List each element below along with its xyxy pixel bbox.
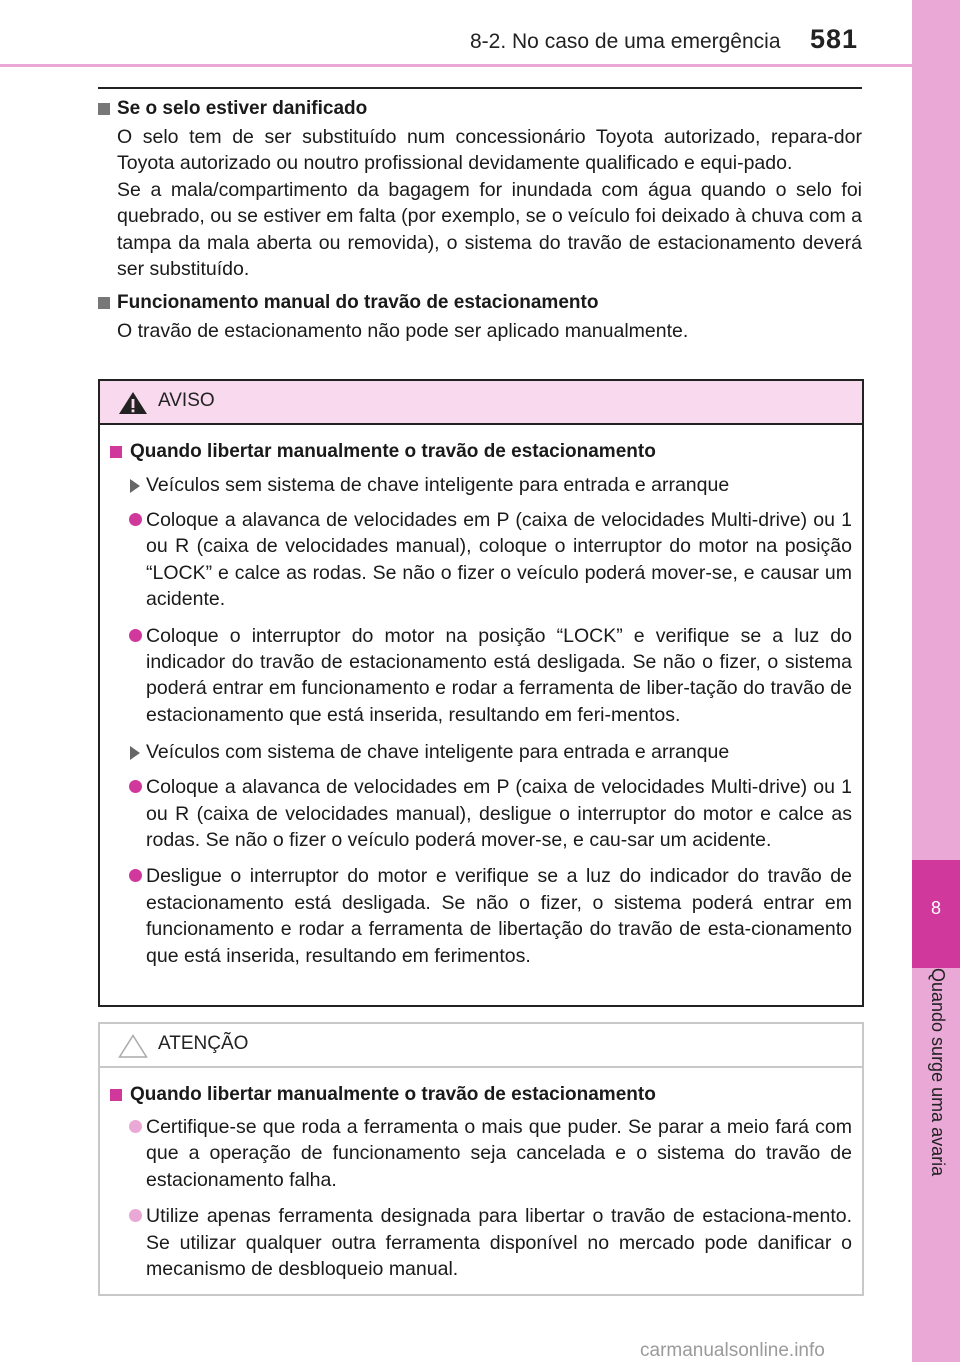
warning-box-body bbox=[100, 425, 862, 969]
dot-bullet-icon bbox=[129, 869, 142, 882]
list-item: Certifique-se que roda a ferramenta o mais que puder. Se parar a meio fará com que a operação de funcionamento seja cancelada e o sistema do travão de estacionamento falha. bbox=[110, 1114, 852, 1193]
chapter-side-label: Quando surge uma avaria bbox=[928, 968, 948, 1177]
square-bullet-icon bbox=[110, 446, 122, 458]
caution-box-body bbox=[100, 1068, 862, 1282]
caution-label: ATENÇÃO bbox=[158, 1033, 249, 1054]
section-heading-manual-operation: Funcionamento manual do travão de estacionamento bbox=[98, 288, 862, 318]
triangle-bullet-icon bbox=[130, 746, 140, 760]
list-item: Coloque a alavanca de velocidades em P (caixa de velocidades Multi-drive) ou 1 ou R (caixa de velocidades manual), coloque o interruptor do motor na posição “LOCK” e calce as rodas. Se não o fizer o veículo poderá mover-se, e causar um acidente. bbox=[110, 507, 852, 613]
section-heading-seal-damaged: Se o selo estiver danificado bbox=[98, 94, 862, 124]
caution-triangle-icon bbox=[118, 1034, 148, 1058]
paragraph: O selo tem de ser substituído num concessionário Toyota autorizado, repara-dor Toyota autorizado ou noutro profissional devidamente qualificado e equi-pado. bbox=[117, 126, 862, 175]
caution-heading: Quando libertar manualmente o travão de estacionamento bbox=[110, 1080, 852, 1110]
square-bullet-icon bbox=[110, 1089, 122, 1101]
warning-heading: Quando libertar manualmente o travão de estacionamento bbox=[110, 437, 852, 467]
chapter-number-badge: 8 bbox=[912, 860, 960, 968]
caution-box bbox=[98, 1022, 864, 1296]
dot-bullet-icon bbox=[129, 629, 142, 642]
paragraph: Se a mala/compartimento da bagagem for inundada com água quando o selo foi quebrado, ou se estiver em falta (por exemplo, se o veículo foi deixado à chuva com a tampa da mala aberta ou removida), o sistema do travão de estacionamento deverá ser substituído. bbox=[117, 178, 862, 281]
header-divider bbox=[0, 64, 912, 67]
triangle-bullet-icon bbox=[130, 479, 140, 493]
dot-bullet-icon bbox=[129, 1209, 142, 1222]
list-item: Desligue o interruptor do motor e verifique se a luz do indicador do travão de estacionamento está desligada. Se não o fizer, o sistema poderá entrar em funcionamento e rodar a ferramenta de libertação do travão de esta-cionamento que está inserida, resultando em ferimentos. bbox=[110, 863, 852, 969]
dot-bullet-icon bbox=[129, 513, 142, 526]
list-item: Coloque a alavanca de velocidades em P (caixa de velocidades Multi-drive) ou 1 ou R (caixa de velocidades manual), desligue o interruptor do motor e calce as rodas. Se não o fizer o veículo poderá mover-se, e cau-sar um acidente. bbox=[110, 774, 852, 853]
warning-triangle-icon bbox=[118, 391, 148, 415]
caution-box-header bbox=[100, 1024, 862, 1068]
list-item: Coloque o interruptor do motor na posição “LOCK” e verifique se a luz do indicador do travão de estacionamento está desligada. Se não o fizer, o sistema poderá entrar em funcionamento e rodar a ferramenta de liber-tação do travão de estacionamento que está inserida, resultando em feri-mentos. bbox=[110, 623, 852, 729]
warning-box bbox=[98, 379, 864, 1007]
warning-label: AVISO bbox=[158, 390, 215, 411]
list-item: Utilize apenas ferramenta designada para libertar o travão de estaciona-mento. Se utilizar qualquer outra ferramenta disponível no mercado pode danificar o mecanismo de desbloqueio manual. bbox=[110, 1203, 852, 1282]
content-top-rule bbox=[98, 87, 862, 89]
intro-content bbox=[98, 94, 862, 345]
condition-line: Veículos com sistema de chave inteligente para entrada e arranque bbox=[110, 738, 852, 766]
dot-bullet-icon bbox=[129, 1120, 142, 1133]
square-bullet-icon bbox=[98, 103, 110, 115]
watermark: carmanualsonline.info bbox=[640, 1340, 825, 1361]
dot-bullet-icon bbox=[129, 780, 142, 793]
warning-box-header bbox=[100, 381, 862, 425]
condition-line: Veículos sem sistema de chave inteligente para entrada e arranque bbox=[110, 471, 852, 499]
paragraph: O travão de estacionamento não pode ser aplicado manualmente. bbox=[117, 320, 689, 343]
square-bullet-icon bbox=[98, 297, 110, 309]
page-number: 581 bbox=[810, 24, 859, 54]
section-header-title: 8-2. No caso de uma emergência bbox=[470, 30, 781, 53]
